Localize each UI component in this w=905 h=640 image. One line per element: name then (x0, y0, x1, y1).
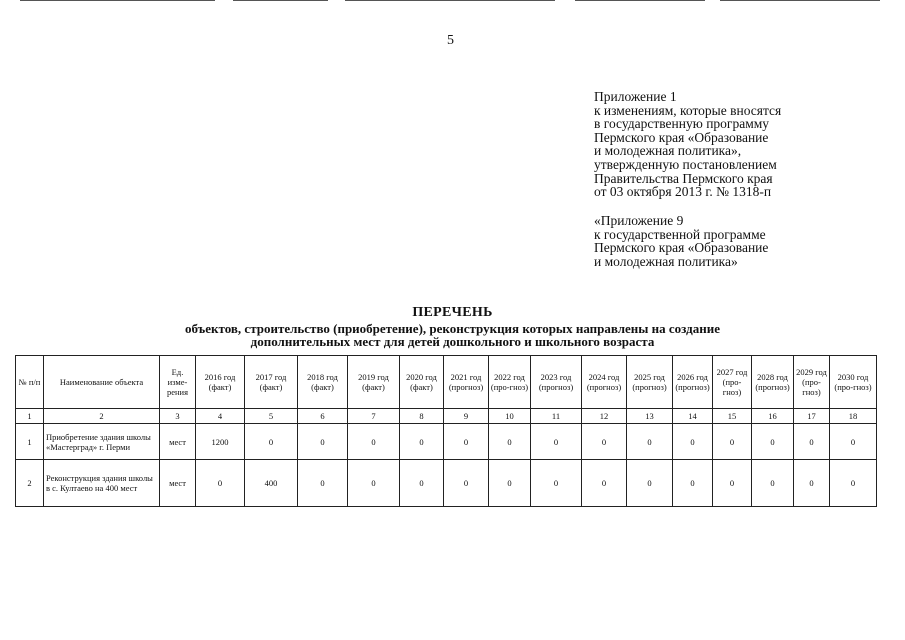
column-header: 2025 год (прогноз) (627, 356, 673, 409)
column-header: 2024 год (прогноз) (582, 356, 627, 409)
value-cell: 0 (752, 460, 794, 507)
value-cell: 0 (830, 424, 877, 460)
appendix-9-line: Пермского края «Образование (594, 240, 769, 256)
value-cell: 0 (400, 460, 444, 507)
column-number: 7 (348, 409, 400, 424)
value-cell: 0 (400, 424, 444, 460)
value-cell: 0 (489, 424, 531, 460)
appendix-9-line: к государственной программе (594, 226, 766, 242)
column-header: 2017 год (факт) (245, 356, 298, 409)
column-number: 12 (582, 409, 627, 424)
appendix-1-block (594, 90, 894, 199)
value-cell: 1200 (196, 424, 245, 460)
value-cell: 0 (752, 424, 794, 460)
column-header: 2022 год (про-гноз) (489, 356, 531, 409)
value-cell: 0 (531, 460, 582, 507)
column-header: 2019 год (факт) (348, 356, 400, 409)
column-header: 2018 год (факт) (298, 356, 348, 409)
appendix-1-line: и молодежная политика», (594, 143, 742, 159)
value-cell: 0 (348, 424, 400, 460)
scan-edge-line (345, 0, 555, 1)
column-header: 2023 год (прогноз) (531, 356, 582, 409)
scan-edge-line (720, 0, 880, 1)
value-cell: 0 (627, 424, 673, 460)
appendix-1-line: к изменениям, которые вносятся (594, 102, 782, 118)
value-cell: 0 (713, 424, 752, 460)
value-cell: 0 (582, 460, 627, 507)
value-cell: 0 (298, 460, 348, 507)
scan-edge-line (575, 0, 705, 1)
value-cell: 0 (794, 424, 830, 460)
value-cell: 0 (444, 460, 489, 507)
objects-table (15, 355, 877, 507)
column-number: 16 (752, 409, 794, 424)
value-cell: 0 (444, 424, 489, 460)
subtitle-line: объектов, строительство (приобретение), реконструкция которых направлены на создание (185, 321, 720, 336)
column-header: 2020 год (факт) (400, 356, 444, 409)
scan-edge-line (233, 0, 328, 1)
value-cell: 0 (196, 460, 245, 507)
appendix-9-block (594, 214, 894, 268)
column-number: 15 (713, 409, 752, 424)
column-header: 2029 год (про-гноз) (794, 356, 830, 409)
table-body (16, 424, 877, 507)
column-header: 2016 год (факт) (196, 356, 245, 409)
value-cell: 400 (245, 460, 298, 507)
appendix-1-line: утвержденную постановлением (594, 156, 777, 172)
page-number: 5 (447, 33, 454, 48)
appendix-9-line: «Приложение 9 (594, 213, 684, 228)
table-row (16, 424, 877, 460)
value-cell: 0 (713, 460, 752, 507)
appendix-1-line: в государственную программу (594, 116, 770, 132)
column-header: 2030 год (про-гноз) (830, 356, 877, 409)
column-number: 5 (245, 409, 298, 424)
object-name-cell: Реконструкция здания школы в с. Култаево на 400 мест (44, 460, 160, 507)
appendix-1-line: Правительства Пермского края (594, 170, 773, 186)
column-header: Ед. изме-рения (160, 356, 196, 409)
column-number: 11 (531, 409, 582, 424)
value-cell: 0 (627, 460, 673, 507)
unit-cell: мест (160, 460, 196, 507)
document-title: ПЕРЕЧЕНЬ (412, 305, 493, 320)
column-header: 2027 год (про-гноз) (713, 356, 752, 409)
value-cell: 0 (673, 460, 713, 507)
value-cell: 0 (794, 460, 830, 507)
column-number: 3 (160, 409, 196, 424)
table-column-number-row (16, 409, 877, 424)
value-cell: 0 (489, 460, 531, 507)
column-number: 10 (489, 409, 531, 424)
column-number: 13 (627, 409, 673, 424)
column-header: 2028 год (прогноз) (752, 356, 794, 409)
column-number: 17 (794, 409, 830, 424)
column-header: Наименование объекта (44, 356, 160, 409)
appendix-1-line: от 03 октября 2013 г. № 1318-п (594, 184, 772, 200)
row-number-cell: 1 (16, 424, 44, 460)
table-row (16, 460, 877, 507)
document-subtitle (0, 322, 905, 348)
column-number: 8 (400, 409, 444, 424)
appendix-9-line: и молодежная политика» (594, 253, 738, 269)
scan-edge-line (20, 0, 215, 1)
unit-cell: мест (160, 424, 196, 460)
subtitle-line: дополнительных мест для детей дошкольного и школьного возраста (250, 334, 655, 349)
value-cell: 0 (830, 460, 877, 507)
column-number: 14 (673, 409, 713, 424)
value-cell: 0 (582, 424, 627, 460)
row-number-cell: 2 (16, 460, 44, 507)
column-number: 9 (444, 409, 489, 424)
value-cell: 0 (245, 424, 298, 460)
value-cell: 0 (673, 424, 713, 460)
column-number: 2 (44, 409, 160, 424)
column-number: 4 (196, 409, 245, 424)
appendix-1-line: Пермского края «Образование (594, 129, 769, 145)
column-number: 18 (830, 409, 877, 424)
value-cell: 0 (348, 460, 400, 507)
value-cell: 0 (298, 424, 348, 460)
table-header-row (16, 356, 877, 409)
column-header: 2021 год (прогноз) (444, 356, 489, 409)
object-name-cell: Приобретение здания школы «Мастерград» г. Перми (44, 424, 160, 460)
column-header: № п/п (16, 356, 44, 409)
column-number: 6 (298, 409, 348, 424)
appendix-1-line: Приложение 1 (594, 89, 677, 104)
value-cell: 0 (531, 424, 582, 460)
column-number: 1 (16, 409, 44, 424)
column-header: 2026 год (прогноз) (673, 356, 713, 409)
